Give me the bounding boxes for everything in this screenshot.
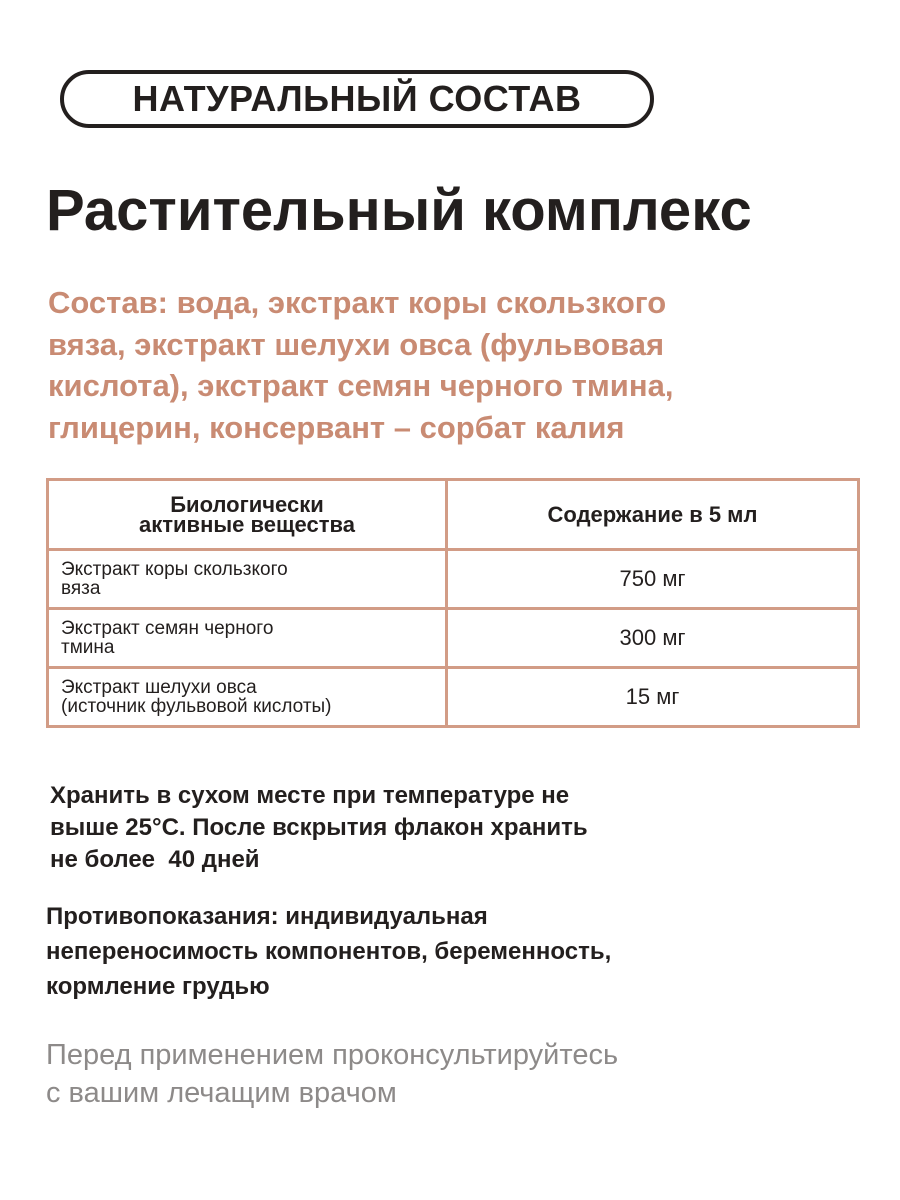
- page-title: Растительный комплекс: [46, 178, 752, 243]
- consult-doctor-note: [46, 1036, 876, 1112]
- substance-name-line: Экстракт коры скользкого: [61, 559, 288, 580]
- active-substances-table: [46, 478, 860, 728]
- composition-line: кислота), экстракт семян черного тмина,: [48, 368, 674, 403]
- substance-amount: 300 мг: [447, 609, 859, 668]
- contraindications-line: непереносимость компонентов, беременность,: [46, 938, 612, 965]
- substance-name-line: тмина: [61, 637, 115, 658]
- table-header-row: [48, 480, 859, 550]
- substance-name: [48, 668, 447, 727]
- contraindications-line: кормление грудью: [46, 973, 270, 1000]
- contraindications: [46, 899, 876, 1004]
- substance-name-line: вяза: [61, 578, 101, 599]
- header-substances-line: Биологически: [170, 491, 324, 517]
- substance-name-line: Экстракт семян черного: [61, 618, 274, 639]
- storage-line: не более 40 дней: [50, 846, 260, 873]
- storage-line: Хранить в сухом месте при температуре не: [50, 782, 570, 809]
- header-substances-line: активные вещества: [139, 511, 355, 537]
- substance-name-line: (источник фульвовой кислоты): [61, 696, 332, 717]
- table-row: [48, 668, 859, 727]
- table-row: [48, 550, 859, 609]
- table-row: [48, 609, 859, 668]
- substance-amount: 750 мг: [447, 550, 859, 609]
- substance-name-line: Экстракт шелухи овса: [61, 677, 257, 698]
- storage-line: выше 25°С. После вскрытия флакон хранить: [50, 814, 588, 841]
- header-content: Содержание в 5 мл: [447, 480, 859, 550]
- composition-line: Состав: вода, экстракт коры скользкого: [48, 285, 667, 320]
- substance-name: [48, 609, 447, 668]
- composition-line: глицерин, консервант – сорбат калия: [48, 409, 625, 445]
- consult-line: Перед применением проконсультируйтесь: [46, 1039, 619, 1071]
- composition-text: [48, 282, 878, 448]
- consult-line: с вашим лечащим врачом: [46, 1077, 397, 1109]
- header-substances: [48, 480, 447, 550]
- substance-amount: 15 мг: [447, 668, 859, 727]
- storage-instructions: [50, 780, 870, 876]
- substance-name: [48, 550, 447, 609]
- contraindications-line: Противопоказания: индивидуальная: [46, 903, 488, 930]
- composition-line: вяза, экстракт шелухи овса (фульвовая: [48, 326, 665, 362]
- natural-composition-badge: НАТУРАЛЬНЫЙ СОСТАВ: [60, 70, 654, 128]
